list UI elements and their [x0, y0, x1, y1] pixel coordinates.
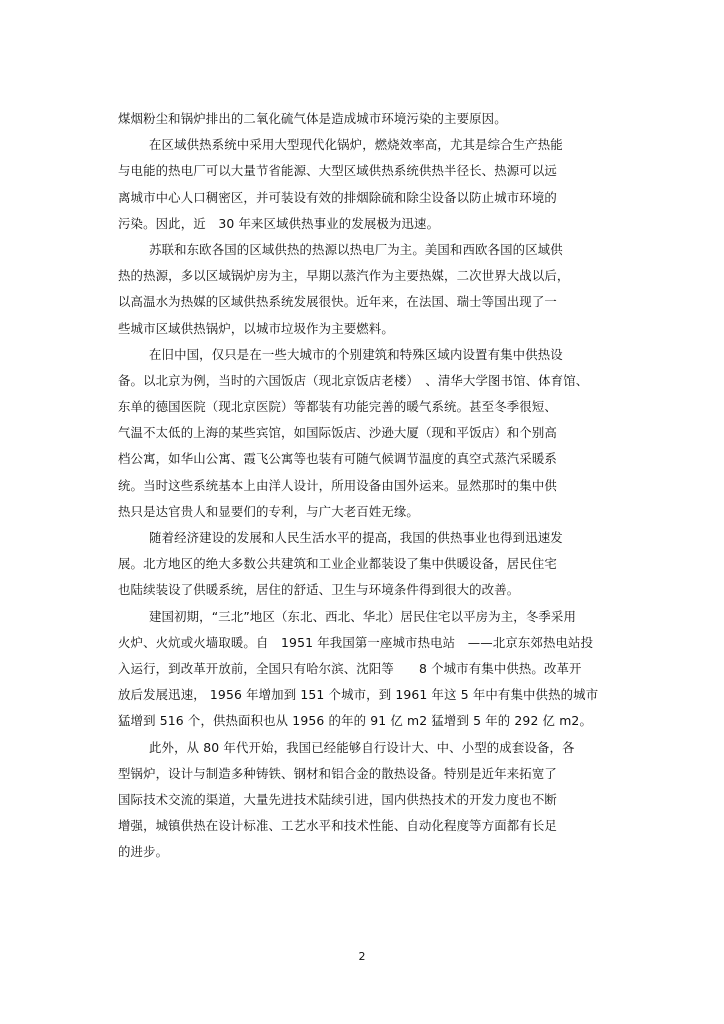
text-line: 在旧中国，仅只是在一些大城市的个别建筑和特殊区域内设置有集中供热设: [149, 346, 563, 362]
text-line: 也陆续装设了供暖系统，居住的舒适、卫生与环境条件得到很大的改善。: [118, 582, 520, 598]
text-line: 此外，从 80 年代开始，我国已经能够自行设计大、中、小型的成套设备，各: [149, 739, 575, 755]
text-line: 污染。因此，近 30 年来区域供热事业的发展极为迅速。: [118, 215, 440, 231]
page-number: 2: [358, 950, 366, 963]
text-line: 档公寓，如华山公寓、霞飞公寓等也装有可随气候调节温度的真空式蒸汽采暖系: [118, 451, 557, 467]
text-line: 建国初期，“三北”地区（东北、西北、华北）居民住宅以平房为主，冬季采用: [149, 608, 576, 624]
text-line: 随着经济建设的发展和人民生活水平的提高，我国的供热事业也得到迅速发: [149, 530, 563, 545]
text-line: 煤烟粉尘和锅炉排出的二氧化硫气体是造成城市环境污染的主要原因。: [118, 111, 507, 126]
text-line: 与电能的热电厂可以大量节省能源、大型区域供热系统供热半径长、热源可以远: [118, 163, 557, 179]
text-line: 以高温水为热媒的区域供热系统发展很快。近年来，在法国、瑞士等国出现了一: [118, 294, 557, 310]
text-line: 热只是达官贵人和显要们的专利，与广大老百姓无缘。: [118, 503, 419, 519]
text-line: 的进步。: [118, 844, 169, 860]
text-line: 展。北方地区的绝大多数公共建筑和工业企业都装设了集中供暖设备，居民住宅: [118, 556, 557, 572]
text-line: 在区域供热系统中采用大型现代化锅炉，燃烧效率高，尤其是综合生产热能: [149, 137, 563, 153]
text-line: 火炉、火炕或火墙取暖。自 1951 年我国第一座城市热电站 ——北京东郊热电站投: [118, 634, 594, 650]
text-line: 些城市区域供热锅炉，以城市垃圾作为主要燃料。: [118, 320, 394, 336]
text-line: 热的热源，多以区域锅炉房为主，早期以蒸汽作为主要热媒，二次世界大战以后，: [118, 268, 570, 284]
text-line: 放后发展迅速， 1956 年增加到 151 个城市，到 1961 年这 5 年中有集中供热的城市: [118, 687, 599, 703]
text-line: 苏联和东欧各国的区域供热的热源以热电厂为主。美国和西欧各国的区域供: [149, 241, 563, 257]
text-line: 离城市中心人口稠密区，并可装设有效的排烟除硫和除尘设备以防止城市环境的: [118, 189, 557, 205]
text-line: 增强，城镇供热在设计标准、工艺水平和技术性能、自动化程度等方面都有长足: [118, 818, 557, 834]
text-line: 型锅炉，设计与制造多种铸铁、钢材和铝合金的散热设备。特别是近年来拓宽了: [118, 765, 557, 781]
text-line: 东单的德国医院（现北京医院）等都装有功能完善的暖气系统。甚至冬季很短、: [118, 399, 557, 415]
body-text: [118, 106, 638, 865]
text-line: 国际技术交流的渠道，大量先进技术陆续引进，国内供热技术的开发力度也不断: [118, 791, 557, 807]
text-line: 猛增到 516 个，供热面积也从 1956 的年的 91 亿 m2 猛增到 5 年的 292 亿 m2。: [118, 713, 592, 729]
text-line: 入运行，到改革开放前，全国只有哈尔滨、沈阳等 8 个城市有集中供热。改革开: [118, 660, 582, 676]
text-line: 备。以北京为例，当时的六国饭店（现北京饭店老楼） 、清华大学图书馆、体育馆、: [118, 372, 589, 388]
text-line: 统。当时这些系统基本上由洋人设计，所用设备由国外运来。显然那时的集中供: [118, 477, 557, 493]
text-line: 气温不太低的上海的某些宾馆，如国际饭店、沙逊大厦（现和平饭店）和个别高: [118, 425, 557, 441]
